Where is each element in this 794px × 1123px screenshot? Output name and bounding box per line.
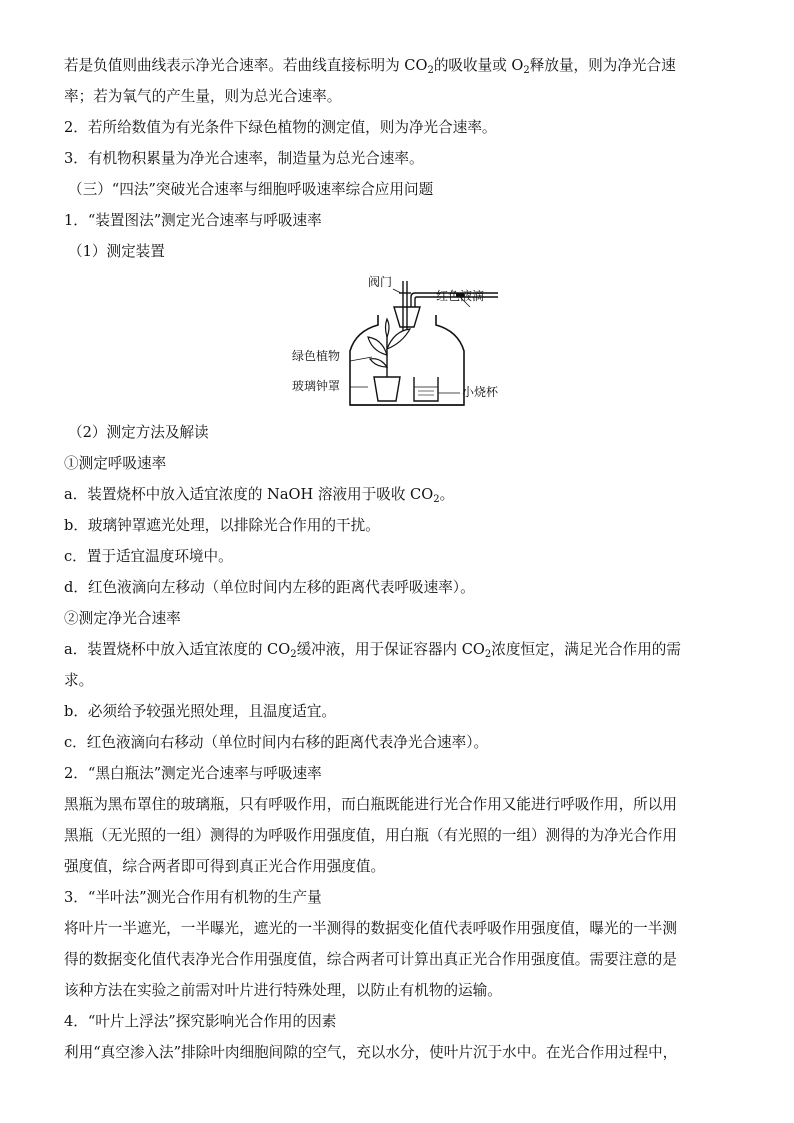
list-item-continuation: 求。 — [64, 672, 94, 689]
apparatus-figure — [64, 267, 734, 417]
beaker-label: 小烧杯 — [462, 385, 499, 399]
method-heading: 3．“半叶法”测光合作用有机物的生产量 — [64, 889, 322, 906]
method-heading: 1．“装置图法”测定光合速率与呼吸速率 — [64, 212, 322, 229]
pot-shape — [374, 377, 400, 401]
paragraph-line: 2．若所给数值为有光条件下绿色植物的测定值，则为净光合速率。 — [64, 119, 497, 136]
paragraph-line: 将叶片一半遮光，一半曝光，遮光的一半测得的数据变化值代表呼吸作用强度值，曝光的一半测 — [64, 920, 677, 937]
list-item: b．必须给予较强光照处理，且温度适宜。 — [64, 703, 337, 720]
list-item: c．置于适宜温度环境中。 — [64, 548, 233, 565]
subheading: （1）测定装置 — [68, 243, 165, 260]
paragraph-line: 利用“真空渗入法”排除叶肉细胞间隙的空气，充以水分，使叶片沉于水中。在光合作用过程中， — [64, 1044, 678, 1061]
list-item: a．装置烧杯中放入适宜浓度的 $CO_2$缓冲液，用于保证容器内 $CO_2$浓度恒定，满足光合作用的需 — [64, 641, 681, 660]
list-item: a．装置烧杯中放入适宜浓度的 NaOH 溶液用于吸收 $CO_2$。 — [64, 486, 455, 505]
plant-label: 绿色植物 — [292, 349, 341, 363]
paragraph-line: 3．有机物积累量为净光合速率，制造量为总光合速率。 — [64, 150, 424, 167]
item-heading: ②测定净光合速率 — [64, 610, 181, 627]
beaker-shape — [414, 377, 438, 401]
subheading: （2）测定方法及解读 — [68, 424, 209, 441]
item-heading: ①测定呼吸速率 — [64, 455, 167, 472]
method-heading: 4．“叶片上浮法”探究影响光合作用的因素 — [64, 1013, 337, 1030]
list-item: d．红色液滴向左移动（单位时间内左移的距离代表呼吸速率）。 — [64, 579, 475, 596]
bell-jar-label: 玻璃钟罩 — [292, 379, 341, 393]
section-heading: （三）“四法”突破光合速率与细胞呼吸速率综合应用问题 — [68, 181, 434, 198]
valve-label: 阀门 — [368, 275, 393, 289]
paragraph-line: 黑瓶为黑布罩住的玻璃瓶，只有呼吸作用，而白瓶既能进行光合作用又能进行呼吸作用，所以用 — [64, 796, 677, 813]
list-item: b．玻璃钟罩遮光处理，以排除光合作用的干扰。 — [64, 517, 380, 534]
paragraph-line: 强度值，综合两者即可得到真正光合作用强度值。 — [64, 858, 386, 875]
paragraph-line: 黑瓶（无光照的一组）测得的为呼吸作用强度值，用白瓶（有光照的一组）测得的为净光合作用 — [64, 827, 677, 844]
document-page — [64, 50, 734, 1068]
paragraph-line: 该种方法在实验之前需对叶片进行特殊处理，以防止有机物的运输。 — [64, 982, 502, 999]
paragraph-line: 率；若为氧气的产生量，则为总光合速率。 — [64, 88, 342, 105]
list-item: c．红色液滴向右移动（单位时间内右移的距离代表净光合速率）。 — [64, 734, 489, 751]
paragraph-line: 若是负值则曲线表示净光合速率。若曲线直接标明为 $CO_2$的吸收量或 $O_2$释放量，则为净光合速 — [64, 57, 676, 76]
method-heading: 2．“黑白瓶法”测定光合速率与呼吸速率 — [64, 765, 322, 782]
droplet-label: 红色液滴 — [436, 289, 485, 303]
paragraph-line: 得的数据变化值代表净光合作用强度值，综合两者可计算出真正光合作用强度值。需要注意的是 — [64, 951, 677, 968]
